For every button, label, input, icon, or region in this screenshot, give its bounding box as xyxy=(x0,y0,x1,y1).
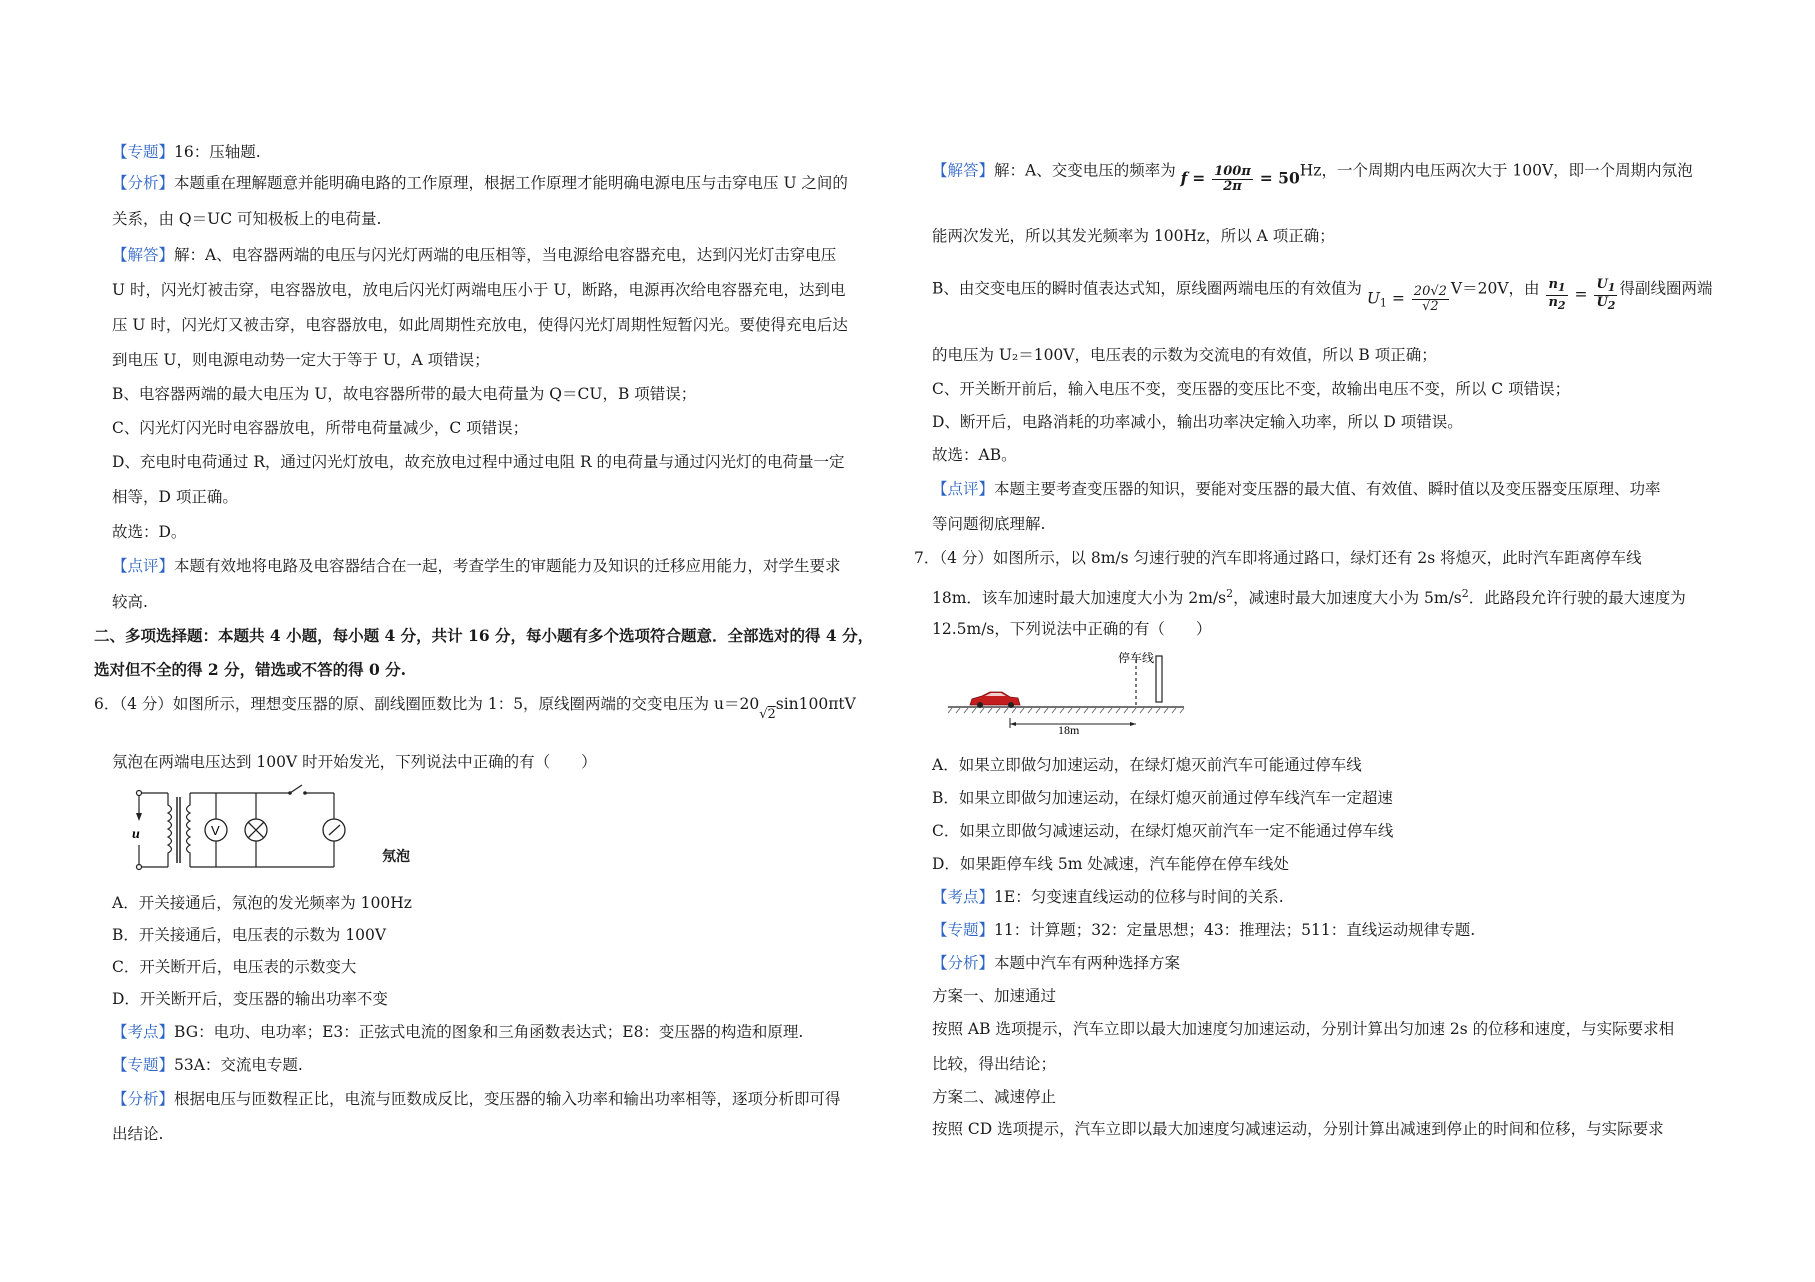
answer-line: 【解答】解：A、交变电压的频率为 f = $\frac{100\pi}{2\pi}$ = 50Hz，一个周期内电压两次大于 100V，即一个周期内氖泡 xyxy=(932,161,1693,194)
answer-tag: 【解答】 xyxy=(112,246,175,264)
analysis-tag: 【分析】 xyxy=(112,174,175,192)
review-line: 【点评】本题有效地将电路及电容器结合在一起，考查学生的审题能力及知识的迁移应用能力，对学生要求 xyxy=(112,557,841,575)
topic-tag: 【专题】 xyxy=(112,143,175,161)
section-heading: 二、多项选择题：本题共 4 小题，每小题 4 分，共计 16 分，每小题有多个选项符合题意．全部选对的得 4 分， xyxy=(94,626,874,645)
text-line: D、充电时电荷通过 R，通过闪光灯放电，故充放电过程中通过电阻 R 的电荷量与通过闪光灯的电荷量一定 xyxy=(112,453,845,471)
option-c: C．开关断开后，电压表的示数变大 xyxy=(112,958,357,976)
distance-label: 18m xyxy=(1058,723,1080,736)
review-tag: 【点评】 xyxy=(112,557,175,575)
question-7-stem-cont: 12.5m/s，下列说法中正确的有（ ） xyxy=(932,620,1212,638)
question-6-stem: 6．（4 分）如图所示，理想变压器的原、副线圈匝数比为 1：5，原线圈两端的交变电压为 u＝20√2sin100πtV xyxy=(94,694,856,715)
text-line: 按照 AB 选项提示，汽车立即以最大加速度匀加速运动，分别计算出匀加速 2s 的位移和速度，与实际要求相 xyxy=(932,1020,1675,1038)
option-b: B．如果立即做匀加速运动，在绿灯熄灭前通过停车线汽车一定超速 xyxy=(932,789,1393,807)
section-heading: 选对但不全的得 2 分，错选或不答的得 0 分. xyxy=(94,660,407,679)
analysis-line: 【分析】根据电压与匝数程正比，电流与匝数成反比，变压器的输入功率和输出功率相等，逐项分析即可得 xyxy=(112,1090,841,1108)
effective-voltage-formula: $U_1$ = $\frac{20√2}{√2}$ xyxy=(1366,284,1447,314)
question-7-stem-cont: 18m．该车加速时最大加速度大小为 $2m/s^2$，减速时最大加速度大小为 $5m/s^2$．此路段允许行驶的最大速度为 xyxy=(932,587,1686,607)
primary-coil xyxy=(168,793,172,867)
text-line: D、断开后，电路消耗的功率减小，输出功率决定输入功率，所以 D 项错误。 xyxy=(932,413,1463,431)
topic-line: 【专题】11：计算题；32：定量思想；43：推理法；511：直线运动规律专题. xyxy=(932,921,1476,939)
text-line: 比较，得出结论； xyxy=(932,1055,1057,1073)
option-c: C．如果立即做匀减速运动，在绿灯熄灭前汽车一定不能通过停车线 xyxy=(932,822,1394,840)
arrow xyxy=(136,813,142,821)
neon-label: 氖泡 xyxy=(382,849,410,865)
text-line: B、电容器两端的最大电压为 U，故电容器所带的最大电荷量为 Q＝CU，B 项错误； xyxy=(112,385,697,403)
text-line: 方案二、减速停止 xyxy=(932,1088,1057,1106)
option-d: D．如果距停车线 5m 处减速，汽车能停在停车线处 xyxy=(932,855,1289,873)
text-line: 的电压为 U₂＝100V，电压表的示数为交流电的有效值，所以 B 项正确； xyxy=(932,346,1437,364)
frequency-formula: f = $\frac{100\pi}{2\pi}$ = 50 xyxy=(1180,164,1300,194)
secondary-coil xyxy=(187,793,191,867)
option-b: B．开关接通后，电压表的示数为 100V xyxy=(112,926,387,944)
sqrt-expression: √2 xyxy=(759,707,776,722)
switch-icon xyxy=(290,785,302,793)
option-d: D．开关断开后，变压器的输出功率不变 xyxy=(112,990,388,1008)
question-7-stem: 7．（4 分）如图所示，以 8m/s 匀速行驶的汽车即将通过路口，绿灯还有 2s 将熄灭，此时汽车距离停车线 xyxy=(914,549,1642,567)
review-line: 【点评】本题主要考查变压器的知识，要能对变压器的最大值、有效值、瞬时值以及变压器变压原理、功率 xyxy=(932,480,1661,498)
option-a: A．开关接通后，氖泡的发光频率为 100Hz xyxy=(112,894,412,912)
option-a: A．如果立即做匀加速运动，在绿灯熄灭前汽车可能通过停车线 xyxy=(932,756,1362,774)
text-line: 等问题彻底理解. xyxy=(932,515,1046,533)
text-line: 故选：AB。 xyxy=(932,446,1017,464)
question-6-stem-cont: 氖泡在两端电压达到 100V 时开始发光，下列说法中正确的有（ ） xyxy=(112,753,597,771)
terminal-dot xyxy=(137,865,142,870)
text-line: B、由交变电压的瞬时值表达式知，原线圈两端电压的有效值为 $U_1$ = $\frac{20√2}{√2}$ V＝20V，由 $\frac{n_1}{n_2}$ = $\frac{U_1}{U_2}$ 得副线圈两端 xyxy=(932,277,1713,314)
text-line: U 时，闪光灯被击穿，电容器放电，放电后闪光灯两端电压小于 U，断路，电源再次给电容器充电，达到电 xyxy=(112,281,846,299)
analysis-line: 【分析】本题中汽车有两种选择方案 xyxy=(932,954,1181,972)
text-line: 关系，由 Q＝UC 可知极板上的电荷量. xyxy=(112,210,382,228)
answer-line: 【解答】解：A、电容器两端的电压与闪光灯两端的电压相等，当电源给电容器充电，达到闪光灯击穿电压 xyxy=(112,246,837,264)
text-line: 能两次发光，所以其发光频率为 100Hz，所以 A 项正确； xyxy=(932,227,1335,245)
terminal-dot xyxy=(137,791,142,796)
knowledge-point-line: 【考点】1E：匀变速直线运动的位移与时间的关系. xyxy=(932,888,1284,906)
text-line: 出结论. xyxy=(112,1125,164,1143)
text-line: 方案一、加速通过 xyxy=(932,987,1057,1005)
voltage-label: u xyxy=(132,827,140,842)
text-line: 故选：D。 xyxy=(112,523,187,541)
topic-line: 【专题】53A：交流电专题. xyxy=(112,1056,303,1074)
analysis-line: 【分析】本题重在理解题意并能明确电路的工作原理，根据工作原理才能明确电源电压与击穿电压 U 之间的 xyxy=(112,174,848,192)
text-line: 按照 CD 选项提示，汽车立即以最大加速度匀减速运动，分别计算出减速到停止的时间和位移，与实际要求 xyxy=(932,1120,1664,1138)
text-line: 较高. xyxy=(112,593,148,611)
turns-ratio-formula: $\frac{n_1}{n_2}$ = $\frac{U_1}{U_2}$ xyxy=(1548,277,1616,312)
car-icon xyxy=(970,692,1020,708)
svg-text:V: V xyxy=(211,823,220,838)
traffic-light-pole xyxy=(1156,656,1162,702)
text-line: 到电压 U，则电源电动势一定大于等于 U，A 项错误； xyxy=(112,351,490,369)
text-line: C、开关断开前后，输入电压不变，变压器的变压比不变，故输出电压不变，所以 C 项错误； xyxy=(932,380,1571,398)
topic-line: 【专题】16：压轴题. xyxy=(112,143,261,161)
text-line: 压 U 时，闪光灯又被击穿，电容器放电，如此周期性充放电，使得闪光灯周期性短暂闪光。要使得充电后达 xyxy=(112,316,848,334)
car-stopline-figure xyxy=(948,652,1188,736)
stopline-label: 停车线 xyxy=(1118,652,1155,665)
transformer-circuit-figure xyxy=(130,783,360,873)
road-hatching xyxy=(948,708,1184,713)
knowledge-point-line: 【考点】BG：电功、电功率；E3：正弦式电流的图象和三角函数表达式；E8：变压器的构造和原理. xyxy=(112,1023,804,1041)
text-line: C、闪光灯闪光时电容器放电，所带电荷量减少，C 项错误； xyxy=(112,419,529,437)
text-line: 相等，D 项正确。 xyxy=(112,488,238,506)
